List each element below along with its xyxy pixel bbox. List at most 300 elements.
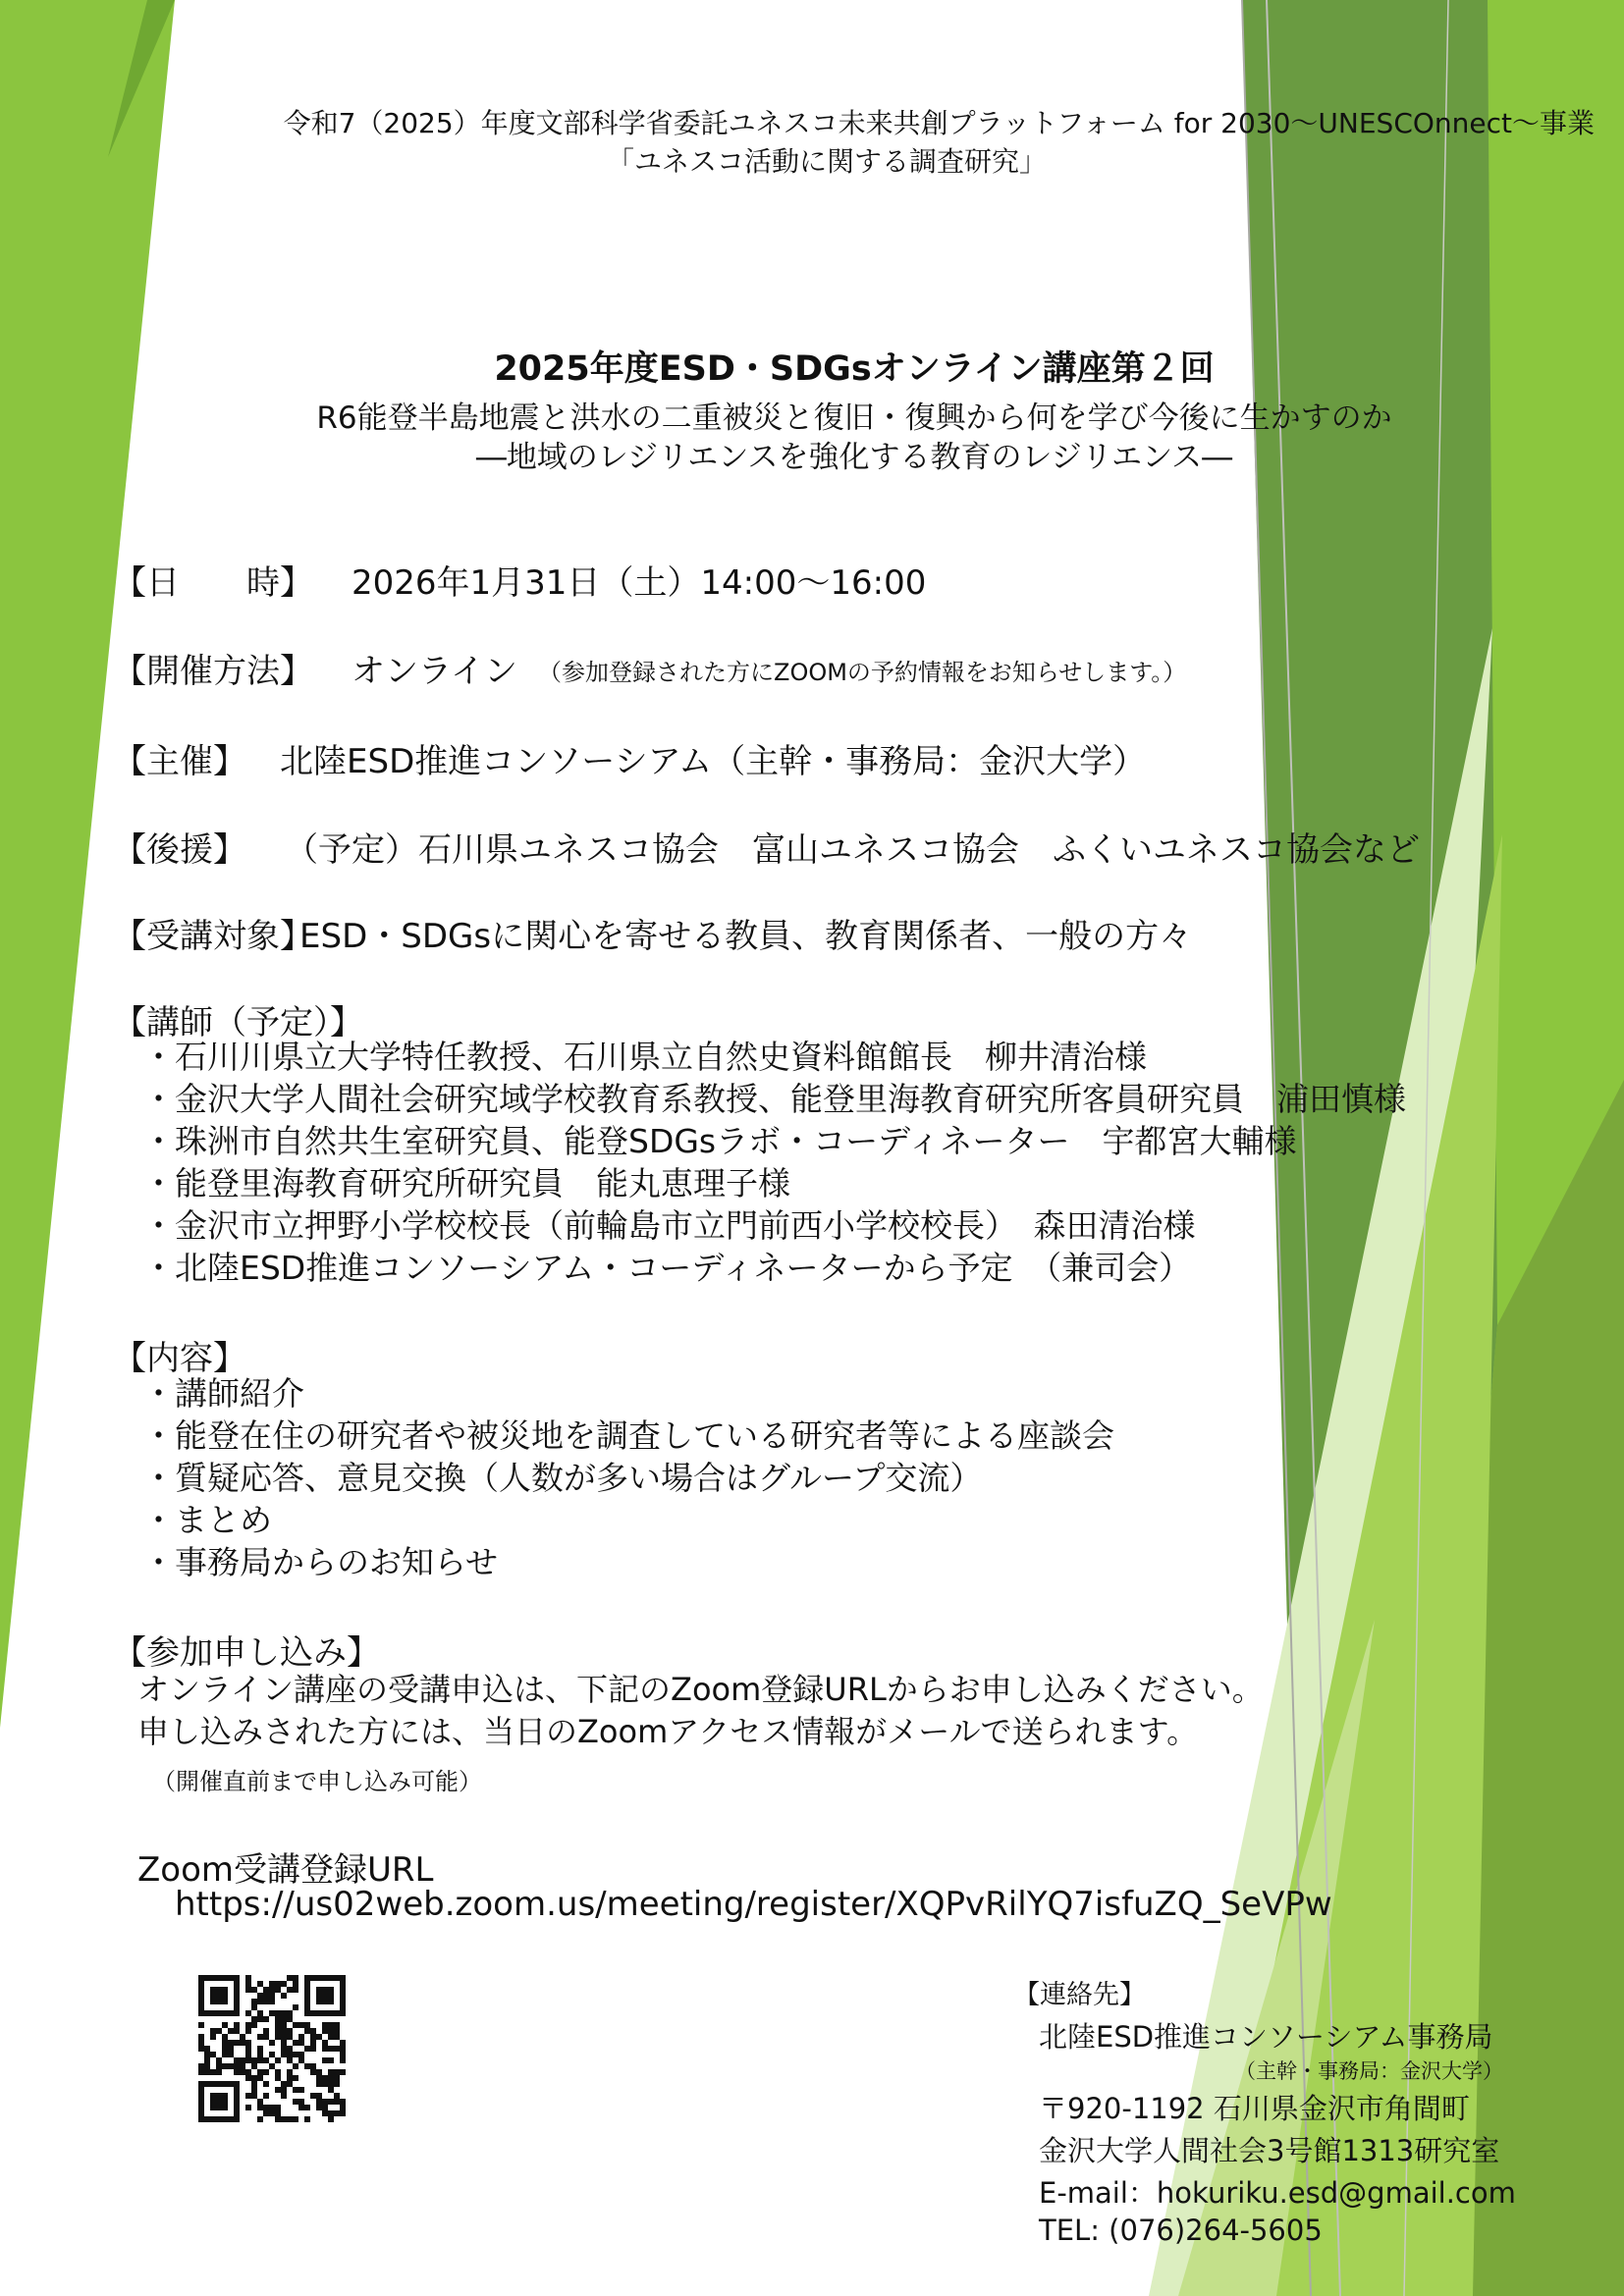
- qr-module: [293, 2099, 298, 2105]
- qr-module: [281, 2016, 287, 2022]
- qr-module: [234, 2022, 240, 2028]
- qr-module: [287, 2052, 293, 2057]
- qr-module: [328, 1993, 334, 1999]
- qr-module: [216, 2069, 222, 2075]
- qr-module: [322, 2105, 328, 2110]
- qr-module: [287, 2116, 293, 2122]
- qr-module: [304, 2063, 310, 2069]
- qr-module: [328, 2010, 334, 2016]
- qr-module: [245, 1975, 251, 1981]
- qr-module: [228, 2046, 234, 2052]
- zoom-url-label: Zoom受講登録URL: [137, 1850, 434, 1890]
- qr-module: [216, 2105, 222, 2110]
- qr-module: [334, 1975, 340, 1981]
- qr-module: [263, 2081, 269, 2087]
- qr-module: [234, 2116, 240, 2122]
- qr-module: [316, 2010, 322, 2016]
- contact-label: 【連絡先】: [1013, 1980, 1146, 2010]
- qr-module: [251, 2057, 257, 2063]
- qr-module: [234, 2105, 240, 2110]
- qr-module: [240, 2063, 245, 2069]
- qr-module: [322, 2028, 328, 2034]
- method-note: （参加登録された方にZOOMの予約情報をお知らせします。）: [538, 659, 1187, 686]
- qr-module: [281, 2046, 287, 2052]
- qr-module: [316, 2093, 322, 2099]
- qr-module: [293, 2063, 298, 2069]
- qr-module: [234, 2110, 240, 2116]
- qr-module: [234, 1981, 240, 1987]
- qr-module: [281, 2087, 287, 2093]
- qr-module: [328, 2099, 334, 2105]
- qr-module: [222, 2093, 228, 2099]
- zoom-registration-link[interactable]: https://us02web.zoom.us/meeting/register/XQPvRilYQ7isfuZQ_SeVPw: [175, 1885, 1332, 1924]
- qr-module: [328, 2034, 334, 2040]
- qr-module: [281, 2034, 287, 2040]
- qr-module: [334, 2022, 340, 2028]
- qr-module: [340, 2105, 346, 2110]
- program-header: 令和7（2025）年度文部科学省委託ユネスコ未来共創プラットフォーム for 2030～UNESCOnnect～事業: [283, 107, 1595, 139]
- qr-module: [222, 2052, 228, 2057]
- qr-module: [304, 2028, 310, 2034]
- qr-module: [340, 1975, 346, 1981]
- qr-module: [287, 2081, 293, 2087]
- qr-module: [198, 2099, 204, 2105]
- qr-module: [222, 2040, 228, 2046]
- qr-module: [234, 2087, 240, 2093]
- qr-module: [210, 2034, 216, 2040]
- qr-code-icon[interactable]: [198, 1975, 346, 2122]
- list-item: ・金沢市立押野小学校校長（前輪島市立門前西小学校校長） 森田清治様: [142, 1206, 1196, 1245]
- qr-module: [322, 2010, 328, 2016]
- qr-module: [275, 1981, 281, 1987]
- qr-module: [263, 1993, 269, 1999]
- qr-module: [263, 1999, 269, 2004]
- qr-module: [228, 1975, 234, 1981]
- qr-module: [263, 2069, 269, 2075]
- qr-module: [222, 2116, 228, 2122]
- qr-module: [222, 2034, 228, 2040]
- qr-module: [322, 2040, 328, 2046]
- qr-module: [298, 2105, 304, 2110]
- qr-module: [328, 2028, 334, 2034]
- qr-module: [334, 2099, 340, 2105]
- qr-module: [304, 2116, 310, 2122]
- qr-module: [198, 1993, 204, 1999]
- datetime-value: 2026年1月31日（土）14:00～16:00: [352, 563, 927, 603]
- qr-module: [304, 1999, 310, 2004]
- qr-module: [234, 2004, 240, 2010]
- qr-module: [334, 2075, 340, 2081]
- target-value: ESD・SDGsに関心を寄せる教員、教育関係者、一般の方々: [299, 917, 1193, 956]
- qr-module: [228, 2028, 234, 2034]
- qr-module: [298, 2022, 304, 2028]
- support-label: 【後援】: [113, 830, 246, 870]
- qr-module: [310, 2034, 316, 2040]
- qr-module: [210, 2028, 216, 2034]
- qr-module: [316, 1993, 322, 1999]
- qr-module: [216, 1987, 222, 1993]
- qr-module: [287, 2016, 293, 2022]
- qr-module: [216, 2116, 222, 2122]
- qr-module: [340, 1999, 346, 2004]
- qr-module: [222, 2081, 228, 2087]
- qr-module: [340, 2052, 346, 2057]
- qr-module: [340, 2099, 346, 2105]
- lecturers-list: [142, 1036, 1406, 1289]
- qr-module: [328, 2022, 334, 2028]
- qr-module: [240, 2069, 245, 2075]
- qr-module: [275, 2010, 281, 2016]
- qr-module: [198, 1975, 204, 1981]
- qr-module: [257, 1981, 263, 1987]
- qr-module: [245, 2105, 251, 2110]
- qr-module: [204, 2069, 210, 2075]
- qr-module: [210, 2069, 216, 2075]
- qr-module: [251, 2016, 257, 2022]
- qr-module: [275, 2116, 281, 2122]
- qr-module: [257, 2052, 263, 2057]
- qr-module: [222, 2022, 228, 2028]
- qr-module: [316, 2105, 322, 2110]
- qr-module: [198, 1999, 204, 2004]
- qr-module: [334, 2069, 340, 2075]
- method-value: オンライン: [352, 652, 517, 691]
- qr-module: [275, 1987, 281, 1993]
- qr-module: [310, 2063, 316, 2069]
- qr-module: [275, 2110, 281, 2116]
- qr-module: [269, 2052, 275, 2057]
- qr-module: [198, 2110, 204, 2116]
- qr-module: [234, 2057, 240, 2063]
- qr-module: [316, 1999, 322, 2004]
- qr-module: [287, 1975, 293, 1981]
- contact-email[interactable]: E-mail：hokuriku.esd@gmail.com: [1039, 2176, 1516, 2210]
- qr-module: [340, 2110, 346, 2116]
- qr-module: [257, 2016, 263, 2022]
- qr-module: [198, 2010, 204, 2016]
- qr-module: [240, 2034, 245, 2040]
- list-item: ・講師紹介: [142, 1374, 304, 1413]
- qr-module: [293, 2040, 298, 2046]
- qr-module: [251, 2022, 257, 2028]
- qr-module: [334, 2110, 340, 2116]
- qr-module: [198, 2087, 204, 2093]
- qr-module: [322, 1999, 328, 2004]
- qr-module: [198, 2040, 204, 2046]
- qr-module: [245, 2022, 251, 2028]
- qr-module: [210, 1987, 216, 1993]
- qr-module: [275, 2016, 281, 2022]
- qr-module: [198, 2034, 204, 2040]
- qr-module: [316, 2075, 322, 2081]
- qr-module: [322, 1993, 328, 1999]
- qr-module: [328, 2075, 334, 2081]
- list-item: ・石川川県立大学特任教授、石川県立自然史資料館館長 柳井清治様: [142, 1038, 1147, 1076]
- qr-module: [281, 2116, 287, 2122]
- qr-module: [257, 2057, 263, 2063]
- qr-module: [228, 2040, 234, 2046]
- qr-module: [216, 1975, 222, 1981]
- qr-module: [293, 2116, 298, 2122]
- qr-module: [198, 2046, 204, 2052]
- qr-module: [216, 1999, 222, 2004]
- qr-module: [251, 2093, 257, 2099]
- target-label: 【受講対象】: [113, 917, 313, 956]
- qr-module: [340, 2046, 346, 2052]
- organizer-label: 【主催】: [113, 742, 246, 781]
- qr-module: [251, 2004, 257, 2010]
- qr-module: [281, 2010, 287, 2016]
- qr-module: [204, 2057, 210, 2063]
- list-item: ・質疑応答、意見交換（人数が多い場合はグループ交流）: [142, 1459, 983, 1497]
- qr-module: [234, 2040, 240, 2046]
- qr-module: [281, 2040, 287, 2046]
- contact-address-1: 〒920-1192 石川県金沢市角間町: [1039, 2092, 1470, 2125]
- list-item: ・珠洲市自然共生室研究員、能登SDGsラボ・コーディネーター 宇都宮大輔様: [142, 1122, 1297, 1160]
- qr-module: [287, 2046, 293, 2052]
- qr-module: [263, 2034, 269, 2040]
- qr-module: [316, 2081, 322, 2087]
- qr-module: [334, 2034, 340, 2040]
- qr-module: [316, 2034, 322, 2040]
- qr-module: [251, 2063, 257, 2069]
- qr-module: [198, 2116, 204, 2122]
- qr-module: [257, 1993, 263, 1999]
- qr-module: [198, 1981, 204, 1987]
- qr-module: [204, 2046, 210, 2052]
- qr-module: [340, 2010, 346, 2016]
- apply-line-1: オンライン講座の受講申込は、下記のZoom登録URLからお申し込みください。: [137, 1671, 1264, 1708]
- qr-module: [216, 1993, 222, 1999]
- qr-module: [210, 1975, 216, 1981]
- qr-module: [322, 2081, 328, 2087]
- qr-module: [298, 2034, 304, 2040]
- qr-module: [316, 1975, 322, 1981]
- qr-module: [298, 2052, 304, 2057]
- qr-module: [328, 2057, 334, 2063]
- qr-module: [204, 1975, 210, 1981]
- qr-module: [322, 2075, 328, 2081]
- content-label: 【内容】: [113, 1339, 246, 1378]
- qr-module: [222, 2105, 228, 2110]
- qr-module: [275, 2075, 281, 2081]
- qr-module: [263, 1987, 269, 1993]
- qr-module: [293, 1975, 298, 1981]
- qr-module: [234, 2081, 240, 2087]
- qr-module: [210, 2081, 216, 2087]
- qr-module: [257, 2010, 263, 2016]
- qr-module: [269, 2063, 275, 2069]
- qr-module: [316, 2099, 322, 2105]
- qr-module: [245, 1981, 251, 1987]
- qr-module: [322, 2046, 328, 2052]
- qr-module: [293, 2087, 298, 2093]
- page-title: 2025年度ESD・SDGsオンライン講座第２回: [494, 349, 1215, 389]
- qr-module: [328, 2046, 334, 2052]
- qr-module: [298, 2099, 304, 2105]
- qr-module: [281, 2022, 287, 2028]
- qr-module: [328, 1999, 334, 2004]
- qr-module: [240, 2057, 245, 2063]
- qr-module: [222, 2099, 228, 2105]
- qr-module: [310, 2069, 316, 2075]
- qr-module: [340, 2069, 346, 2075]
- qr-module: [198, 2022, 204, 2028]
- qr-module: [281, 2028, 287, 2034]
- qr-module: [340, 2040, 346, 2046]
- qr-module: [216, 2093, 222, 2099]
- qr-module: [204, 2063, 210, 2069]
- qr-module: [222, 1999, 228, 2004]
- qr-module: [316, 1987, 322, 1993]
- qr-module: [245, 2046, 251, 2052]
- qr-module: [340, 2057, 346, 2063]
- qr-module: [210, 2105, 216, 2110]
- list-item: ・北陸ESD推進コンソーシアム・コーディネーターから予定 （兼司会）: [142, 1249, 1192, 1287]
- qr-module: [216, 2010, 222, 2016]
- qr-module: [216, 2063, 222, 2069]
- qr-module: [340, 1993, 346, 1999]
- list-item: ・金沢大学人間社会研究域学校教育系教授、能登里海教育研究所客員研究員 浦田慎様: [142, 1080, 1406, 1118]
- qr-module: [287, 2057, 293, 2063]
- qr-module: [228, 2010, 234, 2016]
- apply-line-2: 申し込みされた方には、当日のZoomアクセス情報がメールで送られます。: [137, 1713, 1199, 1750]
- qr-module: [269, 2040, 275, 2046]
- qr-module: [198, 2069, 204, 2075]
- qr-module: [263, 2057, 269, 2063]
- qr-module: [263, 2093, 269, 2099]
- qr-module: [222, 1993, 228, 1999]
- qr-module: [322, 2022, 328, 2028]
- qr-module: [216, 2099, 222, 2105]
- qr-module: [210, 2010, 216, 2016]
- qr-module: [198, 2081, 204, 2087]
- qr-module: [275, 2105, 281, 2110]
- qr-module: [287, 2034, 293, 2040]
- qr-module: [322, 2099, 328, 2105]
- list-item: ・能登在住の研究者や被災地を調査している研究者等による座談会: [142, 1416, 1114, 1455]
- qr-module: [281, 1981, 287, 1987]
- qr-module: [228, 2116, 234, 2122]
- qr-module: [222, 2010, 228, 2016]
- qr-module: [287, 2010, 293, 2016]
- qr-module: [275, 2069, 281, 2075]
- program-subheader: 「ユネスコ活動に関する調査研究」: [606, 145, 1047, 178]
- qr-module: [234, 2010, 240, 2016]
- qr-module: [310, 2010, 316, 2016]
- qr-module: [304, 2022, 310, 2028]
- apply-note: （開催直前まで申し込み可能）: [152, 1768, 482, 1795]
- qr-module: [287, 2028, 293, 2034]
- qr-module: [334, 2046, 340, 2052]
- contact-org: 北陸ESD推進コンソーシアム事務局: [1039, 2020, 1493, 2054]
- qr-module: [198, 2063, 204, 2069]
- qr-module: [293, 1981, 298, 1987]
- qr-module: [222, 2063, 228, 2069]
- qr-module: [245, 2075, 251, 2081]
- qr-module: [228, 2063, 234, 2069]
- qr-module: [281, 2081, 287, 2087]
- qr-module: [293, 2004, 298, 2010]
- qr-module: [257, 2034, 263, 2040]
- qr-module: [251, 2087, 257, 2093]
- qr-module: [293, 2022, 298, 2028]
- qr-module: [234, 1999, 240, 2004]
- qr-module: [228, 2081, 234, 2087]
- qr-module: [228, 2052, 234, 2057]
- qr-module: [328, 1987, 334, 1993]
- qr-module: [304, 2010, 310, 2016]
- qr-module: [198, 2093, 204, 2099]
- qr-module: [198, 2004, 204, 2010]
- qr-module: [245, 2057, 251, 2063]
- qr-module: [269, 2010, 275, 2016]
- qr-module: [298, 2087, 304, 2093]
- qr-module: [328, 1975, 334, 1981]
- qr-module: [257, 2075, 263, 2081]
- qr-module: [245, 2028, 251, 2034]
- qr-module: [287, 1987, 293, 1993]
- qr-module: [328, 2110, 334, 2116]
- qr-module: [257, 1999, 263, 2004]
- contact-block: [1013, 1973, 1563, 2247]
- list-item: ・まとめ: [142, 1501, 272, 1539]
- qr-module: [275, 2028, 281, 2034]
- qr-module: [322, 1987, 328, 1993]
- qr-module: [304, 1987, 310, 1993]
- qr-module: [293, 1987, 298, 1993]
- organizer-value: 北陸ESD推進コンソーシアム（主幹・事務局：金沢大学）: [280, 742, 1147, 781]
- apply-label: 【参加申し込み】: [113, 1633, 380, 1673]
- qr-module: [281, 1993, 287, 1999]
- qr-module: [340, 2004, 346, 2010]
- qr-module: [234, 1975, 240, 1981]
- qr-module: [245, 2040, 251, 2046]
- qr-module: [245, 2093, 251, 2099]
- qr-module: [210, 2093, 216, 2099]
- qr-module: [310, 2028, 316, 2034]
- list-item: ・能登里海教育研究所研究員 能丸恵理子様: [142, 1164, 790, 1202]
- qr-module: [322, 1975, 328, 1981]
- datetime-label: 【日 時】: [113, 563, 313, 603]
- qr-module: [304, 2004, 310, 2010]
- qr-module: [263, 2110, 269, 2116]
- qr-module: [198, 2105, 204, 2110]
- qr-module: [275, 2087, 281, 2093]
- page-subtitle-2: ―地域のレジリエンスを強化する教育のレジリエンス―: [475, 440, 1233, 475]
- qr-module: [269, 1993, 275, 1999]
- qr-module: [251, 2075, 257, 2081]
- support-value: （予定）石川県ユネスコ協会 富山ユネスコ協会 ふくいユネスコ協会など: [285, 830, 1420, 870]
- qr-module: [298, 2057, 304, 2063]
- qr-module: [216, 2028, 222, 2034]
- list-item: ・事務局からのお知らせ: [142, 1543, 499, 1581]
- qr-module: [269, 1987, 275, 1993]
- qr-module: [340, 1981, 346, 1987]
- qr-module: [210, 2116, 216, 2122]
- qr-module: [340, 1987, 346, 1993]
- qr-module: [287, 2075, 293, 2081]
- qr-module: [334, 2081, 340, 2087]
- qr-module: [328, 2087, 334, 2093]
- contact-tel: TEL: (076)264-5605: [1039, 2214, 1323, 2247]
- qr-module: [210, 2052, 216, 2057]
- qr-module: [204, 2081, 210, 2087]
- qr-module: [257, 2116, 263, 2122]
- qr-module: [210, 1999, 216, 2004]
- qr-module: [275, 2034, 281, 2040]
- qr-module: [275, 2022, 281, 2028]
